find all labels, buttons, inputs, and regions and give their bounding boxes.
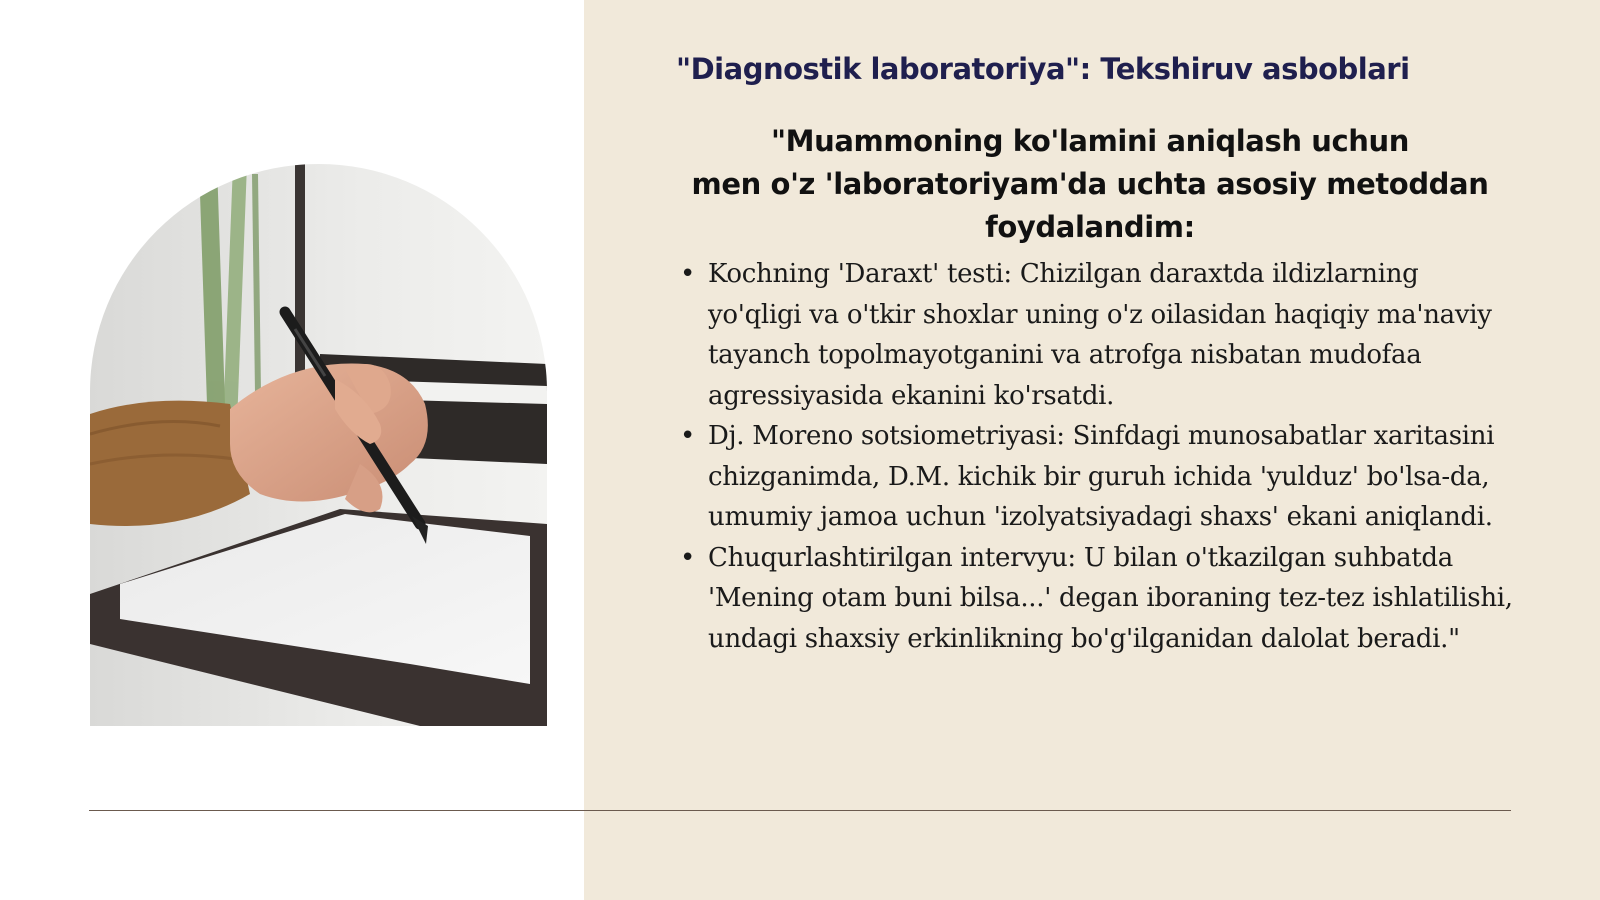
- bullet-icon: •: [680, 259, 696, 289]
- photo-hand-writing: [90, 164, 547, 726]
- bullet-icon: •: [680, 421, 696, 451]
- bottom-divider: [89, 810, 1511, 811]
- bullet-icon: •: [680, 542, 696, 573]
- method-list: [678, 254, 1518, 659]
- quote-heading-line: "Muammoning ko'lamini aniqlash uchun: [770, 124, 1410, 158]
- list-item-text: Chuqurlashtirilgan intervyu: U bilan o'tkazilgan suhbatda 'Mening otam buni bilsa...' degan iboraning tez-tez ishlatilishi, undagi shaxsiy erkinlikning bo'g'ilganidan dalolat beradi.": [708, 542, 1513, 654]
- quote-heading-line: men o'z 'laboratoriyam'da uchta asosiy metoddan: [691, 167, 1489, 201]
- list-item-text: Dj. Moreno sotsiometriyasi: Sinfdagi munosabatlar xaritasini chizganimda, D.M. kichik bir guruh ichida 'yulduz' bo'lsa-da, umumiy jamoa uchun 'izolyatsiyadagi shaxs' ekani aniqlandi.: [708, 421, 1495, 532]
- list-item-text: Kochning 'Daraxt' testi: Chizilgan daraxtda ildizlarning yo'qligi va o'tkir shoxlar uning o'z oilasidan haqiqiy ma'naviy tayanch topolmayotganini va atrofga nisbatan mudofaa agressiyasida ekanini ko'rsatdi.: [708, 259, 1492, 411]
- quote-heading-line: foydalandim:: [985, 210, 1195, 244]
- list-item: [678, 538, 1518, 660]
- quote-heading: [650, 120, 1530, 249]
- list-item: [678, 416, 1518, 538]
- slide-title: "Diagnostik laboratoriya": Tekshiruv asboblari: [676, 52, 1410, 86]
- list-item: [678, 254, 1518, 416]
- hand-with-pen-illustration: [90, 164, 547, 726]
